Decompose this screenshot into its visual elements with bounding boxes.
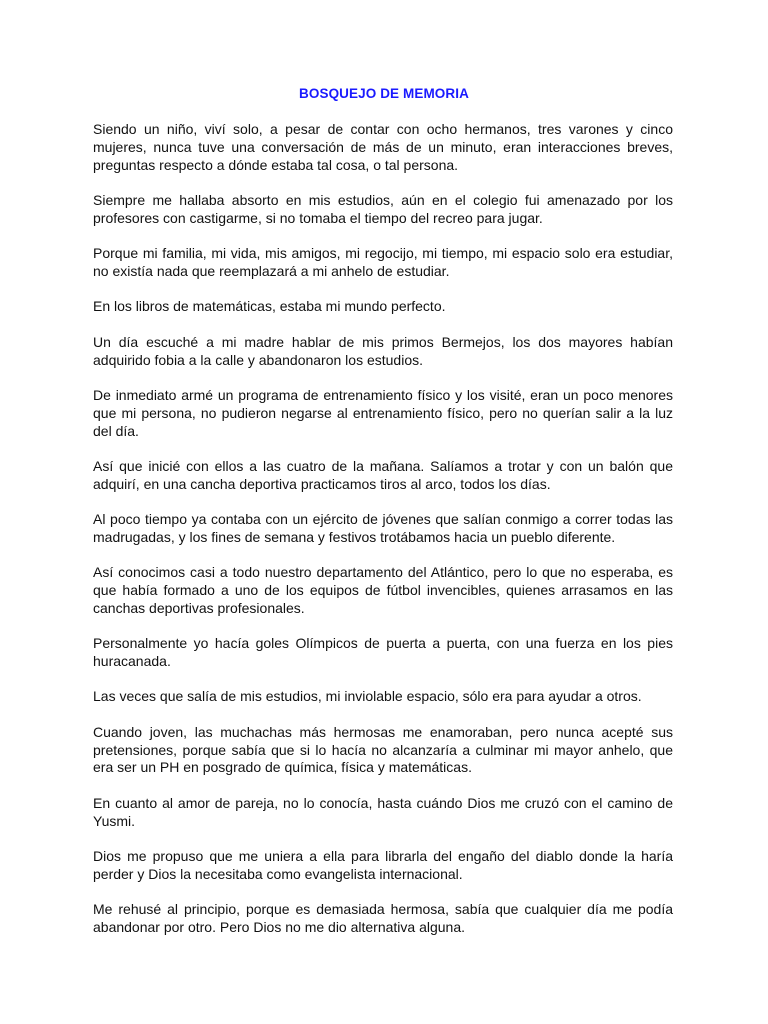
paragraph: Así que inicié con ellos a las cuatro de la mañana. Salíamos a trotar y con un balón que adquirí, en una cancha deportiva practicamos tiros al arco, todos los días. bbox=[93, 457, 673, 492]
paragraph: Personalmente yo hacía goles Olímpicos de puerta a puerta, con una fuerza en los pies huracanada. bbox=[93, 635, 673, 670]
paragraph: Me rehusé al principio, porque es demasiada hermosa, sabía que cualquier día me podía abandonar por otro. Pero Dios no me dio alternativa alguna. bbox=[93, 901, 673, 936]
paragraph: Porque mi familia, mi vida, mis amigos, mi regocijo, mi tiempo, mi espacio solo era estudiar, no existía nada que reemplazará a mi anhelo de estudiar. bbox=[93, 245, 673, 279]
paragraph: Dios me propuso que me uniera a ella para librarla del engaño del diablo donde la haría perder y Dios la necesitaba como evangelista internacional. bbox=[93, 848, 673, 882]
paragraph: Un día escuché a mi madre hablar de mis primos Bermejos, los dos mayores habían adquirido fobia a la calle y abandonaron los estudios. bbox=[93, 333, 673, 368]
paragraph: Así conocimos casi a todo nuestro departamento del Atlántico, pero lo que no esperaba, es que había formado a uno de los equipos de fútbol invencibles, quienes arrasamos en las canchas deportivas profesionales. bbox=[93, 564, 673, 616]
paragraph: Cuando joven, las muchachas más hermosas me enamoraban, pero nunca acepté sus pretensiones, porque sabía que si lo hacía no alcanzaría a culminar mi mayor anhelo, que era ser un PH en posgrado de química, física y matemáticas. bbox=[93, 723, 673, 776]
paragraph: Siempre me hallaba absorto en mis estudios, aún en el colegio fui amenazado por los profesores con castigarme, si no tomaba el tiempo del recreo para jugar. bbox=[93, 191, 673, 226]
paragraph: Al poco tiempo ya contaba con un ejército de jóvenes que salían conmigo a correr todas las madrugadas, y los fines de semana y festivos trotábamos hacia un pueblo diferente. bbox=[93, 511, 673, 545]
document-title: BOSQUEJO DE MEMORIA bbox=[299, 86, 469, 101]
document-body bbox=[93, 121, 673, 954]
paragraph: Siendo un niño, viví solo, a pesar de contar con ocho hermanos, tres varones y cinco mujeres, nunca tuve una conversación de más de un minuto, eran interacciones breves, preguntas respecto a dónde estaba tal cosa, o tal persona. bbox=[93, 121, 673, 173]
paragraph: De inmediato armé un programa de entrenamiento físico y los visité, eran un poco menores que mi persona, no pudieron negarse al entrenamiento físico, pero no querían salir a la luz del día. bbox=[93, 386, 673, 439]
paragraph: En los libros de matemáticas, estaba mi mundo perfecto. bbox=[93, 298, 446, 315]
paragraph: En cuanto al amor de pareja, no lo conocía, hasta cuándo Dios me cruzó con el camino de Yusmi. bbox=[93, 794, 673, 829]
paragraph: Las veces que salía de mis estudios, mi inviolable espacio, sólo era para ayudar a otros. bbox=[93, 688, 642, 705]
